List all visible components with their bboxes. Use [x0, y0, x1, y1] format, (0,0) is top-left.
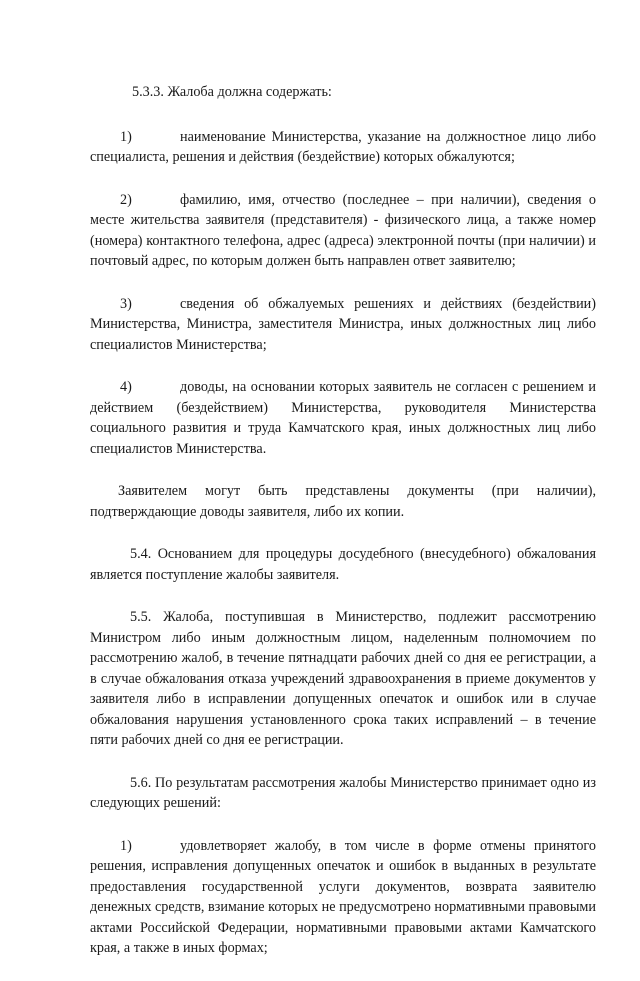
- list-item-number: 4): [120, 379, 132, 395]
- list-item-text: наименование Министерства, указание на должностное лицо либо специалиста, решения и действия (бездействие) которых обжалуются;: [90, 128, 596, 165]
- list-item-text: сведения об обжалуемых решениях и действиях (бездействии) Министерства, Министра, заместителя Министра, иных должностных лиц либо специалистов Министерства;: [90, 295, 596, 353]
- paragraph-documents: Заявителем могут быть представлены документы (при наличии), подтверждающие доводы заявителя, либо их копии.: [90, 483, 596, 520]
- document-page: [90, 82, 596, 981]
- list-item: [90, 190, 596, 272]
- list-item: [90, 127, 596, 168]
- list-item: [90, 294, 596, 356]
- paragraph-5-6: 5.6. По результатам рассмотрения жалобы Министерство принимает одно из следующих решений:: [90, 774, 596, 811]
- list-item: [90, 836, 596, 959]
- list-item-number: 3): [120, 295, 132, 312]
- paragraph-5-5: 5.5. Жалоба, поступившая в Министерство, подлежит рассмотрению Министром либо иным должностным лицом, наделенным полномочием по рассмотрению жалоб, в течение пятнадцати рабочих дней со дня ее регистрации, а в случае обжалования отказа учреждений здравоохранения в приеме документов у заявителя либо в исправлении допущенных опечаток и ошибок или в случае обжалования нарушения установленного срока таких исправлений – в течение пяти рабочих дней со дня ее регистрации.: [90, 609, 596, 748]
- list-item-number: 1): [120, 128, 132, 145]
- list-item: [90, 377, 596, 459]
- list-item-number: 1): [120, 837, 132, 854]
- list-item-number: 2): [120, 191, 132, 208]
- list-item-text: фамилию, имя, отчество (последнее – при наличии), сведения о месте жительства заявителя (представителя) - физического лица, а также номер (номера) контактного телефона, адрес (адреса) электронной почты (при наличии) и почтовый адрес, по которым должен быть направлен ответ заявителю;: [90, 191, 596, 269]
- list-item-text: доводы, на основании которых заявитель не согласен с решением и действием (бездействием) Министерства, руководителя Министерства социального развития и труда Камчатского края, иных должностных лиц либо специалистов Министерства.: [90, 379, 596, 457]
- list-item-text: удовлетворяет жалобу, в том числе в форме отмены принятого решения, исправления допущенных опечаток и ошибок в выданных в результате предоставления государственной услуги документов, возврата заявителю денежных средств, взимание которых не предусмотрено нормативными правовыми актами Российской Федерации, нормативными правовыми актами Камчатского края, а также в иных формах;: [90, 837, 596, 956]
- section-heading-5-3-3: 5.3.3. Жалоба должна содержать:: [132, 84, 332, 100]
- paragraph-5-4: 5.4. Основанием для процедуры досудебного (внесудебного) обжалования является поступление жалобы заявителя.: [90, 546, 596, 583]
